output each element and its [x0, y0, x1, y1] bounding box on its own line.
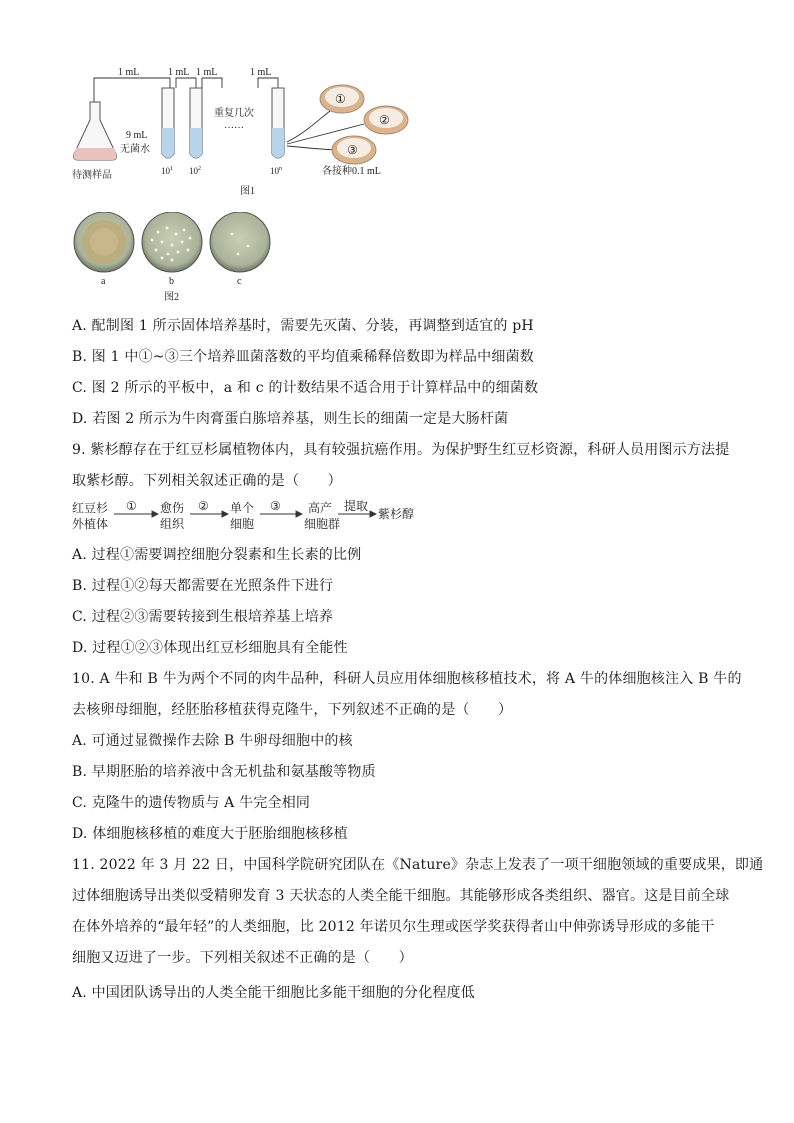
q10-option-c: C. 克隆牛的遗传物质与 A 牛完全相同: [72, 795, 311, 811]
plate-c: [210, 212, 270, 272]
q9-option-d: D. 过程①②③体现出红豆杉细胞具有全能性: [72, 640, 348, 656]
flow-node: 组织: [160, 517, 185, 531]
q10-stem-line-1: 10. A 牛和 B 牛为两个不同的肉牛品种，科研人员应用体细胞核移植技术，将 A 牛的体细胞核注入 B 牛的: [72, 671, 742, 687]
sample-label: 待测样品: [72, 170, 112, 181]
q8-option-b: B. 图 1 中①~③三个培养皿菌落数的平均值乘稀释倍数即为样品中细菌数: [72, 349, 534, 365]
q8-option-c: C. 图 2 所示的平板中，a 和 c 的计数结果不适合用于计算样品中的细菌数: [72, 380, 539, 396]
vol-label: 1 mL: [196, 67, 218, 78]
flow-node: 高产: [308, 501, 333, 515]
plate-label: c: [237, 276, 242, 287]
inoculate-label: 各接种0.1 mL: [322, 166, 381, 177]
repeat-label: 重复几次: [214, 108, 254, 119]
flow-step: ②: [198, 499, 209, 513]
plate-label: b: [169, 276, 174, 287]
flow-node: 单个: [230, 501, 255, 515]
q9-option-a: A. 过程①需要调控细胞分裂素和生长素的比例: [72, 547, 362, 563]
plate-label: ②: [379, 113, 390, 127]
water-label: 无菌水: [120, 144, 150, 155]
q9-option-c: C. 过程②③需要转接到生根培养基上培养: [72, 609, 334, 625]
q10-option-a: A. 可通过显微操作去除 B 牛卵母细胞中的核: [72, 733, 353, 749]
flow-node: 细胞: [230, 517, 255, 531]
water-volume: 9 mL: [126, 130, 148, 141]
figure-1-dilution-diagram: [72, 62, 412, 202]
flow-step: ③: [270, 499, 281, 513]
tube-label: 10$^n$: [270, 166, 282, 176]
tube-label: $10^2$: [189, 166, 201, 176]
q9-option-b: B. 过程①②每天都需要在光照条件下进行: [72, 578, 334, 594]
q11-option-a: A. 中国团队诱导出的人类全能干细胞比多能干细胞的分化程度低: [72, 985, 476, 1001]
figure-2-plates: [72, 212, 282, 304]
q11-stem-line-2: 过体细胞诱导出类似受精卵发育 3 天状态的人类全能干细胞。其能够形成各类组织、器官。这是目前全球: [72, 888, 730, 904]
figure-caption: 图2: [164, 292, 179, 303]
flow-node: 外植体: [72, 517, 109, 531]
vol-label: 1 mL: [118, 67, 140, 78]
plate-b: [142, 212, 202, 272]
flow-node: 细胞群: [304, 517, 341, 531]
flow-node: 红豆杉: [72, 501, 109, 515]
plate-label: ③: [347, 143, 358, 157]
q11-stem-line-1: 11. 2022 年 3 月 22 日，中国科学院研究团队在《Nature》杂志上发表了一项干细胞领域的重要成果，即通: [72, 857, 764, 873]
vol-label: 1 mL: [168, 67, 190, 78]
plate-label: ①: [335, 92, 346, 106]
flow-node: 紫杉醇: [378, 507, 415, 521]
q9-stem-line-2: 取紫杉醇。下列相关叙述正确的是（ ）: [72, 473, 342, 489]
q8-option-d: D. 若图 2 所示为牛肉膏蛋白胨培养基，则生长的细菌一定是大肠杆菌: [72, 411, 509, 427]
q10-stem-line-2: 去核卵母细胞，经胚胎移植获得克隆牛，下列叙述不正确的是（ ）: [72, 702, 513, 718]
q10-option-b: B. 早期胚胎的培养液中含无机盐和氨基酸等物质: [72, 764, 376, 780]
flask-icon: [74, 102, 117, 160]
q9-flow-diagram: [72, 498, 432, 540]
flow-step: ①: [126, 499, 137, 513]
figure-caption: 图1: [240, 186, 255, 197]
q9-stem-line-1: 9. 紫杉醇存在于红豆杉属植物体内，具有较强抗癌作用。为保护野生红豆杉资源，科研人员用图示方法提: [72, 442, 730, 458]
vol-label: 1 mL: [250, 67, 272, 78]
flow-node: 愈伤: [160, 501, 185, 515]
ellipsis: ……: [224, 120, 244, 131]
plate-a: [74, 212, 134, 272]
q11-stem-line-3: 在体外培养的“最年轻”的人类细胞，比 2012 年诺贝尔生理或医学奖获得者山中伸弥诱导形成的多能干: [72, 919, 715, 935]
tube-label: $10^1$: [161, 166, 173, 176]
plate-label: a: [101, 276, 106, 287]
q8-option-a: A. 配制图 1 所示固体培养基时，需要先灭菌、分装，再调整到适宜的 pH: [72, 318, 534, 334]
q10-option-d: D. 体细胞核移植的难度大于胚胎细胞核移植: [72, 826, 348, 842]
flow-step: 提取: [344, 499, 369, 513]
q11-stem-line-4: 细胞又迈进了一步。下列相关叙述不正确的是（ ）: [72, 950, 413, 966]
